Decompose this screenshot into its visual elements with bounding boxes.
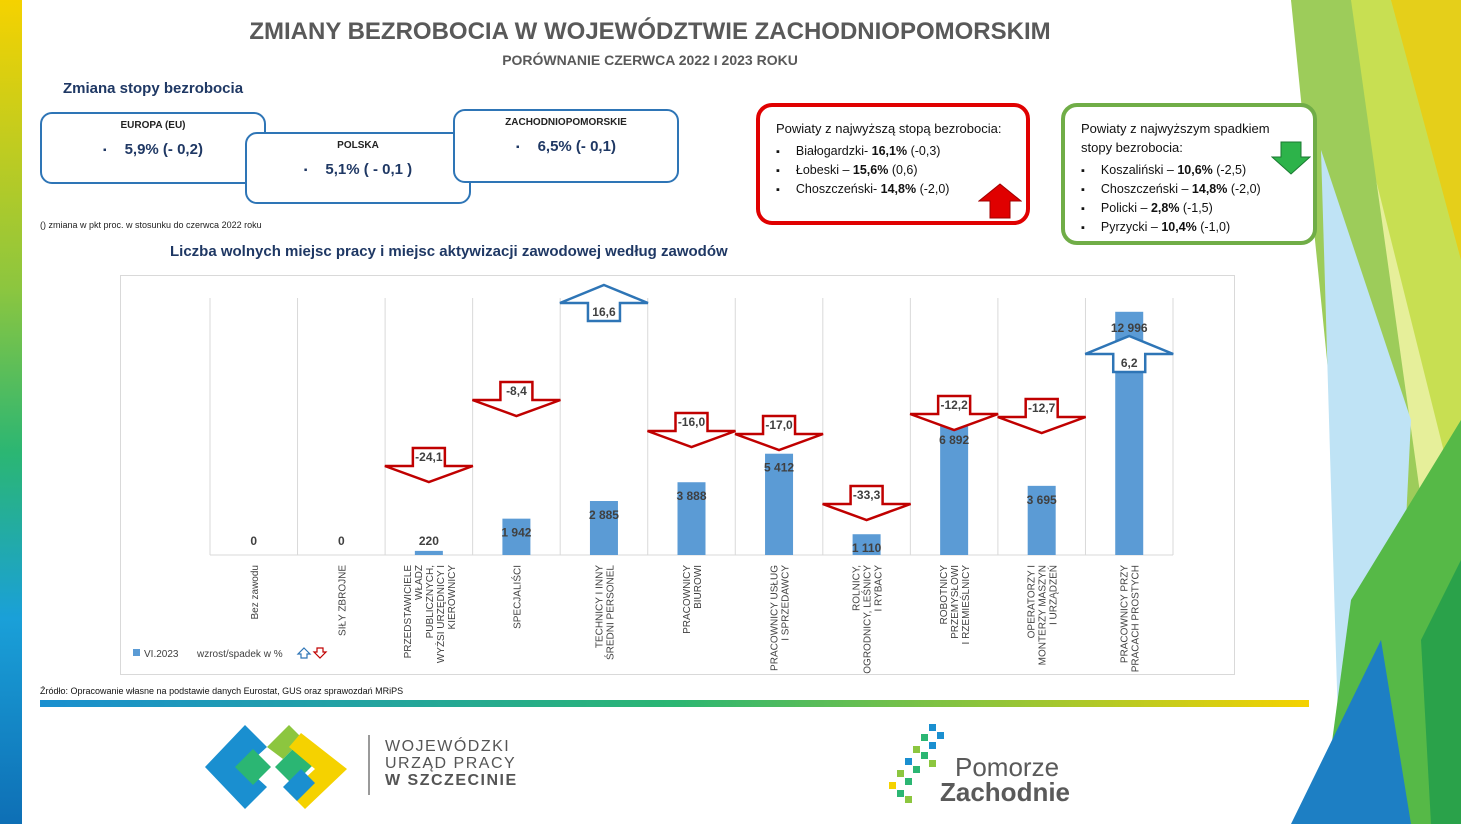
wup-line-1: WOJEWÓDZKI — [385, 738, 511, 755]
wup-line-2: URZĄD PRACY — [385, 755, 517, 772]
page-title: ZMIANY BEZROBOCIA W WOJEWÓDZTWIE ZACHODNIOPOMORSKIM — [249, 18, 1051, 45]
change-label: -12,7 — [1028, 401, 1056, 415]
change-label: -16,0 — [677, 415, 706, 429]
category-label-line: PRACOWNICY — [682, 565, 693, 634]
logo-divider — [368, 735, 370, 795]
rate-value-zp: ▪ 6,5% (- 0,1) — [516, 138, 616, 155]
rate-value-pl: ▪ 5,1% ( - 0,1 ) — [303, 161, 413, 178]
change-label: -33,3 — [852, 488, 881, 502]
data-label: 0 — [337, 534, 345, 548]
change-label: -8,4 — [506, 384, 527, 398]
category-label — [510, 565, 523, 629]
data-label: 2 885 — [588, 508, 619, 523]
source-note: Źródło: Opracowanie własne na podstawie danych Eurostat, GUS oraz sprawozdań MRiPS — [40, 686, 404, 696]
category-label — [403, 565, 458, 663]
change-label: -24,1 — [415, 450, 443, 464]
category-label-line: ROLNICY, — [851, 565, 863, 611]
highest-heading: Powiaty z najwyższą stopą bezrobocia: — [776, 121, 1002, 136]
change-label: -17,0 — [765, 418, 793, 432]
category-label-line: I RYBACY — [873, 565, 885, 612]
legend-change-label: wzrost/spadek w % — [197, 649, 283, 660]
category-label — [250, 565, 261, 619]
rate-value-eu-text: 5,9% (- 0,2) — [124, 141, 203, 158]
data-label: 220 — [418, 534, 439, 548]
category-label-line: I SPRZEDAWCY — [780, 565, 792, 641]
data-label: 1 942 — [501, 525, 532, 540]
category-label — [1120, 565, 1142, 673]
category-label-line: I RZEMIEŚLNICY — [961, 565, 973, 645]
category-label — [852, 565, 885, 674]
category-label-line: WŁADZ — [413, 565, 425, 600]
rate-heading: Zmiana stopy bezrobocia — [63, 80, 244, 97]
pz-logo-text-2: Zachodnie — [940, 777, 1071, 807]
category-label-line: OGRODNICY, LEŚNICY — [862, 565, 874, 674]
category-label — [682, 565, 704, 634]
bottom-gradient-line — [40, 700, 1309, 707]
chart-legend — [133, 648, 326, 660]
chart-title: Liczba wolnych miejsc pracy i miejsc aktywizacji zawodowej według zawodów — [170, 243, 728, 260]
category-label-line: ROBOTNICY — [939, 565, 951, 625]
decrease-heading: Powiaty z najwyższym spadkiem stopy bezrobocia: — [1081, 121, 1270, 155]
category-label-line: KIEROWNICY — [446, 565, 458, 630]
data-label: 3 888 — [676, 489, 707, 504]
legend-series-label: VI.2023 — [144, 649, 179, 660]
change-label: -12,2 — [940, 398, 968, 412]
rate-label-eu: EUROPA (EU) — [120, 120, 186, 131]
rate-label-pl: POLSKA — [337, 140, 379, 151]
list-item: ▪ Choszczeński- 14,8% (-2,0) — [776, 180, 1010, 199]
category-label-line: BIUROWI — [693, 565, 704, 609]
list-item: ▪ Policki – 2,8% (-1,5) — [1081, 199, 1297, 218]
category-label — [594, 565, 616, 660]
category-label-line: PRACOWNICY USŁUG — [769, 565, 781, 671]
data-label: 1 110 — [851, 541, 882, 556]
category-label-line: WYŻSI URZĘDNICY I — [435, 565, 447, 664]
legend-swatch — [133, 649, 140, 656]
category-label-line: PRZEMYSŁOWI — [950, 565, 962, 639]
category-label — [770, 565, 792, 671]
rate-value-pl-text: 5,1% ( - 0,1 ) — [325, 161, 413, 178]
wup-logo-text — [385, 738, 518, 789]
category-label-line: PUBLICZNYCH, — [424, 565, 436, 639]
category-label — [1027, 565, 1060, 665]
category-label-line: Bez zawodu — [249, 565, 261, 620]
wup-line-3: W SZCZECINIE — [385, 772, 518, 789]
list-item: ▪ Łobeski – 15,6% (0,6) — [776, 161, 1010, 180]
category-label-line: PRZEDSTAWICIELE — [402, 565, 414, 659]
category-label-line: I URZĄDZEŃ — [1048, 565, 1060, 625]
bar — [415, 551, 443, 555]
category-label-line: PRACACH PROSTYCH — [1130, 565, 1142, 673]
data-label: 6 892 — [939, 433, 970, 448]
category-label-line: ŚREDNI PERSONEL — [605, 565, 617, 661]
category-label-line: MONTERZY MASZYN — [1037, 565, 1049, 666]
list-item: ▪ Pyrzycki – 10,4% (-1,0) — [1081, 218, 1297, 237]
data-label: 5 412 — [764, 460, 795, 475]
rate-note: () zmiana w pkt proc. w stosunku do czerwca 2022 roku — [40, 220, 262, 230]
category-label-line: OPERATORZY I — [1026, 565, 1038, 639]
change-label: 16,6 — [592, 305, 616, 319]
category-label-line: SIŁY ZBROJNE — [337, 565, 349, 636]
pz-logo-text-1: Pomorze — [955, 752, 1060, 782]
data-label: 0 — [250, 534, 258, 548]
category-label-line: TECHNICY I INNY — [594, 565, 606, 649]
data-label: 3 695 — [1026, 492, 1057, 507]
list-item: ▪ Choszczeński – 14,8% (-2,0) — [1081, 180, 1297, 199]
chart-category-labels — [250, 565, 1142, 674]
category-label-line: PRACOWNICY PRZY — [1119, 565, 1131, 664]
page-subtitle: PORÓWNANIE CZERWCA 2022 I 2023 ROKU — [502, 52, 798, 68]
legend-down-arrow-icon — [314, 648, 326, 658]
legend-up-arrow-icon — [298, 648, 310, 658]
category-label — [939, 565, 972, 645]
category-label — [337, 565, 348, 636]
data-label: 12 996 — [1110, 320, 1148, 335]
rate-label-zp: ZACHODNIOPOMORSKIE — [505, 117, 627, 128]
rate-value-zp-text: 6,5% (- 0,1) — [537, 138, 616, 155]
wup-logo — [205, 725, 355, 810]
change-label: 6,2 — [1120, 356, 1138, 370]
list-item: ▪ Koszaliński – 10,6% (-2,5) — [1081, 161, 1297, 180]
rate-value-eu: ▪ 5,9% (- 0,2) — [103, 141, 203, 158]
category-label-line: SPECJALIŚCI — [512, 565, 524, 629]
list-item: ▪ Białogardzki- 16,1% (-0,3) — [776, 142, 1010, 161]
